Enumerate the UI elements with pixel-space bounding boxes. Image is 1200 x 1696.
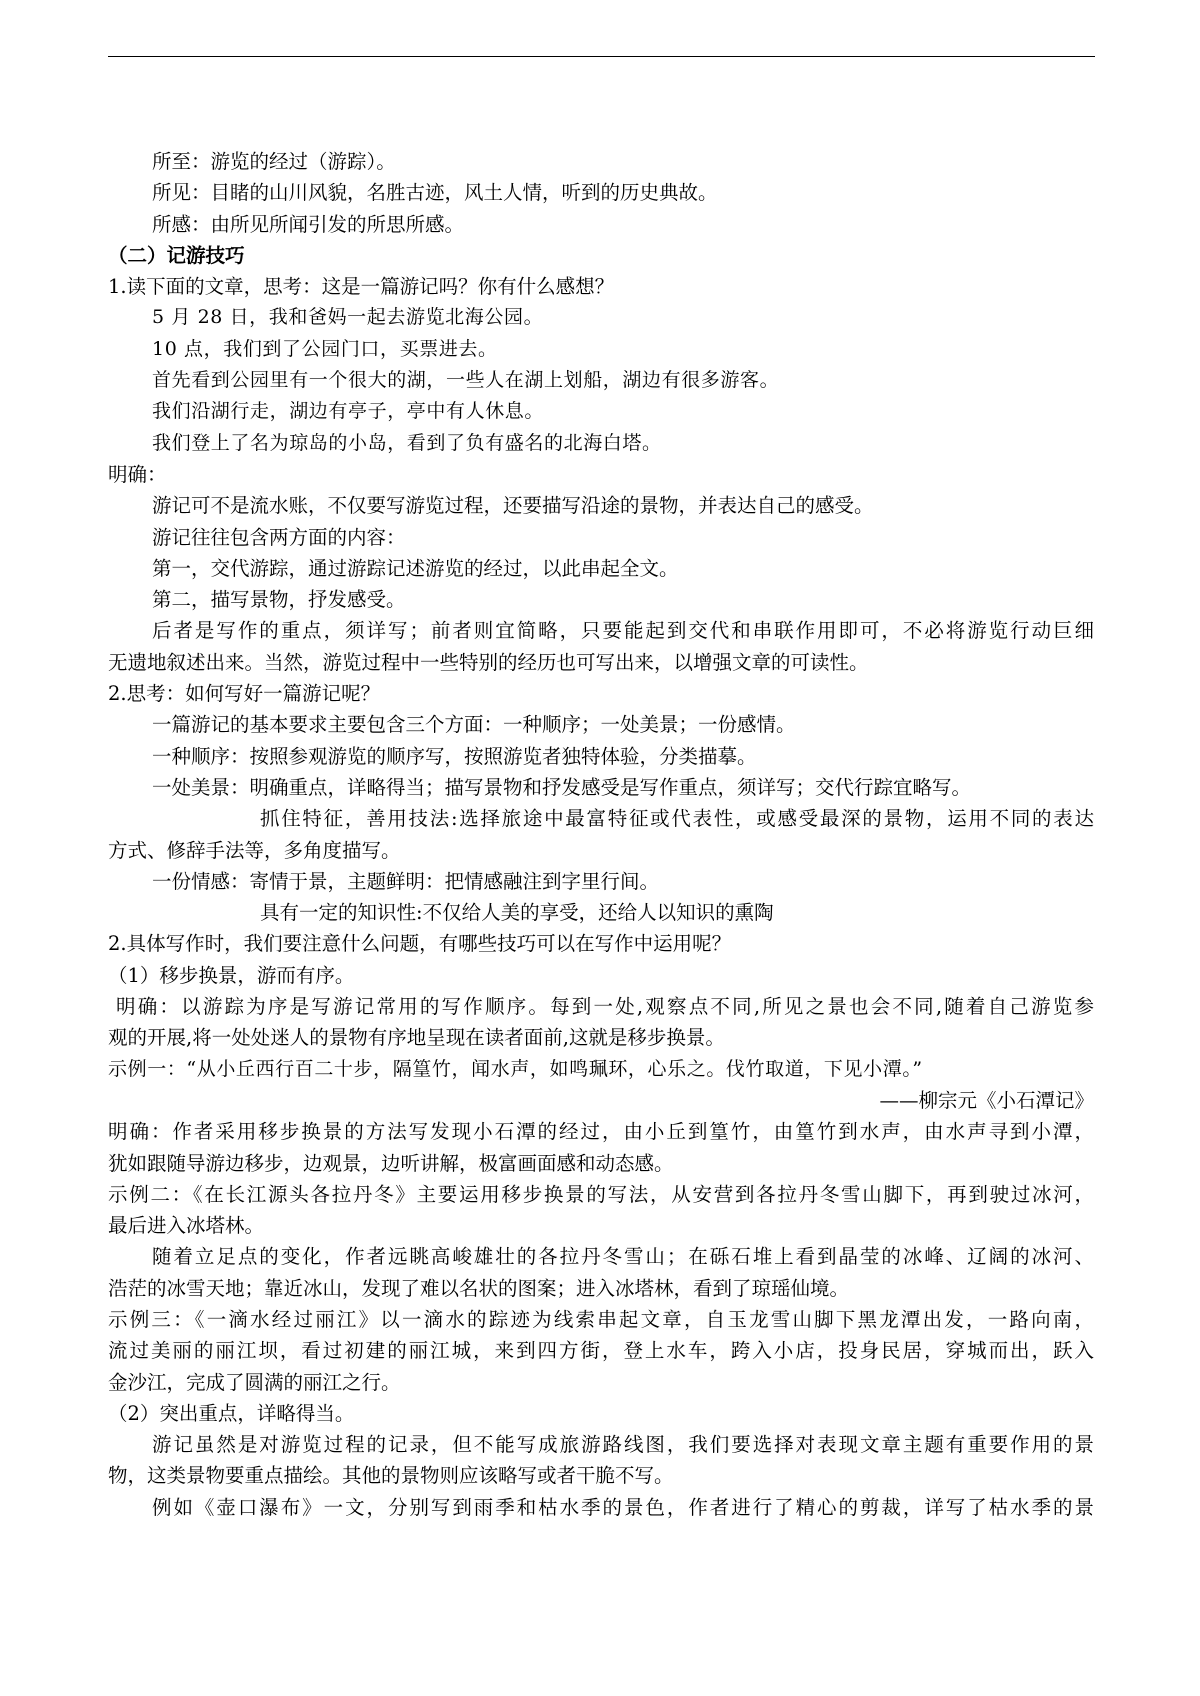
text-line: （1）移步换景，游而有序。 [108, 963, 355, 987]
text-line: 抓住特征，善用技法:选择旅途中最富特征或代表性，或感受最深的景物，运用不同的表达 [260, 807, 1094, 831]
text-line: 游记虽然是对游览过程的记录，但不能写成旅游路线图，我们要选择对表现文章主题有重要作用的景 [152, 1433, 1094, 1457]
text-line: 第一，交代游踪，通过游踪记述游览的经过，以此串起全文。 [152, 556, 679, 580]
text-line: 游记往往包含两方面的内容： [152, 525, 406, 549]
header-rule [108, 56, 1095, 57]
text-line: 一种顺序：按照参观游览的顺序写，按照游览者独特体验，分类描摹。 [152, 744, 757, 768]
text-line: 首先看到公园里有一个很大的湖，一些人在湖上划船，湖边有很多游客。 [152, 369, 780, 392]
text-line: （二）记游技巧 [108, 243, 245, 267]
text-line: 5 月 28 日，我和爸妈一起去游览北海公园。 [152, 306, 544, 329]
text-line: 第二，描写景物，抒发感受。 [152, 588, 406, 612]
text-line: 游记可不是流水账，不仅要写游览过程，还要描写沿途的景物，并表达自己的感受。 [152, 494, 874, 518]
text-line: 流过美丽的丽江坝，看过初建的丽江城，来到四方街，登上水车，跨入小店，投身民居，穿城而出，跃入 [108, 1339, 1094, 1363]
text-line: 随着立足点的变化，作者远眺高峻雄壮的各拉丹冬雪山；在砾石堆上看到晶莹的冰峰、辽阔的冰河、 [152, 1245, 1094, 1269]
text-line: 所至：游览的经过（游踪）。 [152, 150, 396, 173]
text-line: 最后进入冰塔林。 [108, 1214, 265, 1238]
text-line: 犹如跟随导游边移步，边观景，边听讲解，极富画面感和动态感。 [108, 1151, 674, 1175]
text-line: 方式、修辞手法等，多角度描写。 [108, 838, 401, 862]
text-line: 观的开展,将一处处迷人的景物有序地呈现在读者面前,这就是移步换景。 [108, 1026, 725, 1050]
text-line: 1.读下面的文章，思考：这是一篇游记吗？你有什么感想？ [108, 275, 615, 299]
text-line: 示例三：《一滴水经过丽江》以一滴水的踪迹为线索串起文章，自玉龙雪山脚下黑龙潭出发，一路向南， [108, 1307, 1094, 1331]
document-body [108, 146, 1094, 1523]
text-line: 明确：以游踪为序是写游记常用的写作顺序。每到一处,观察点不同,所见之景也会不同,随着自己游览参 [116, 995, 1094, 1019]
text-line: 2.思考：如何写好一篇游记呢？ [108, 682, 381, 706]
text-line: 浩茫的冰雪天地；靠近冰山，发现了难以名状的图案；进入冰塔林，看到了琼瑶仙境。 [108, 1276, 850, 1300]
text-line: 明确： [108, 462, 167, 486]
text-line: 10 点，我们到了公园门口，买票进去。 [152, 337, 498, 360]
text-line: ——柳宗元《小石潭记》 [879, 1088, 1094, 1112]
text-line: 所见：目睹的山川风貌，名胜古迹，风土人情，听到的历史典故。 [152, 181, 718, 205]
text-line: 示例二：《在长江源头各拉丹冬》主要运用移步换景的写法，从安营到各拉丹冬雪山脚下，再到驶过冰河， [108, 1182, 1094, 1206]
text-line: 2.具体写作时，我们要注意什么问题，有哪些技巧可以在写作中运用呢？ [108, 932, 732, 956]
text-line: 金沙江，完成了圆满的丽江之行。 [108, 1370, 401, 1394]
text-line: 明确：作者采用移步换景的方法写发现小石潭的经过，由小丘到篁竹，由篁竹到水声，由水声寻到小潭， [108, 1120, 1094, 1144]
text-line: 我们沿湖行走，湖边有亭子，亭中有人休息。 [152, 400, 545, 423]
text-line: 例如《壶口瀑布》一文，分别写到雨季和枯水季的景色，作者进行了精心的剪裁，详写了枯水季的景 [152, 1495, 1094, 1519]
text-line: 无遗地叙述出来。当然，游览过程中一些特别的经历也可写出来，以增强文章的可读性。 [108, 650, 869, 674]
text-line: 一篇游记的基本要求主要包含三个方面：一种顺序；一处美景；一份感情。 [152, 713, 796, 737]
text-line: 我们登上了名为琼岛的小岛，看到了负有盛名的北海白塔。 [152, 431, 662, 454]
text-line: 后者是写作的重点，须详写；前者则宜简略，只要能起到交代和串联作用即可，不必将游览行动巨细 [152, 619, 1094, 643]
text-line: 所感：由所见所闻引发的所思所感。 [152, 212, 465, 236]
text-line: 一处美景：明确重点，详略得当；描写景物和抒发感受是写作重点，须详写；交代行踪宜略写。 [152, 775, 972, 799]
text-line: （2）突出重点，详略得当。 [108, 1401, 355, 1425]
text-line: 一份情感：寄情于景，主题鲜明：把情感融注到字里行间。 [152, 869, 660, 893]
text-line: 示例一：“从小丘西行百二十步，隔篁竹，闻水声，如鸣珮环，心乐之。伐竹取道，下见小潭。” [108, 1057, 923, 1080]
text-line: 具有一定的知识性:不仅给人美的享受，还给人以知识的熏陶 [260, 901, 774, 925]
text-line: 物，这类景物要重点描绘。其他的景物则应该略写或者干脆不写。 [108, 1464, 674, 1488]
